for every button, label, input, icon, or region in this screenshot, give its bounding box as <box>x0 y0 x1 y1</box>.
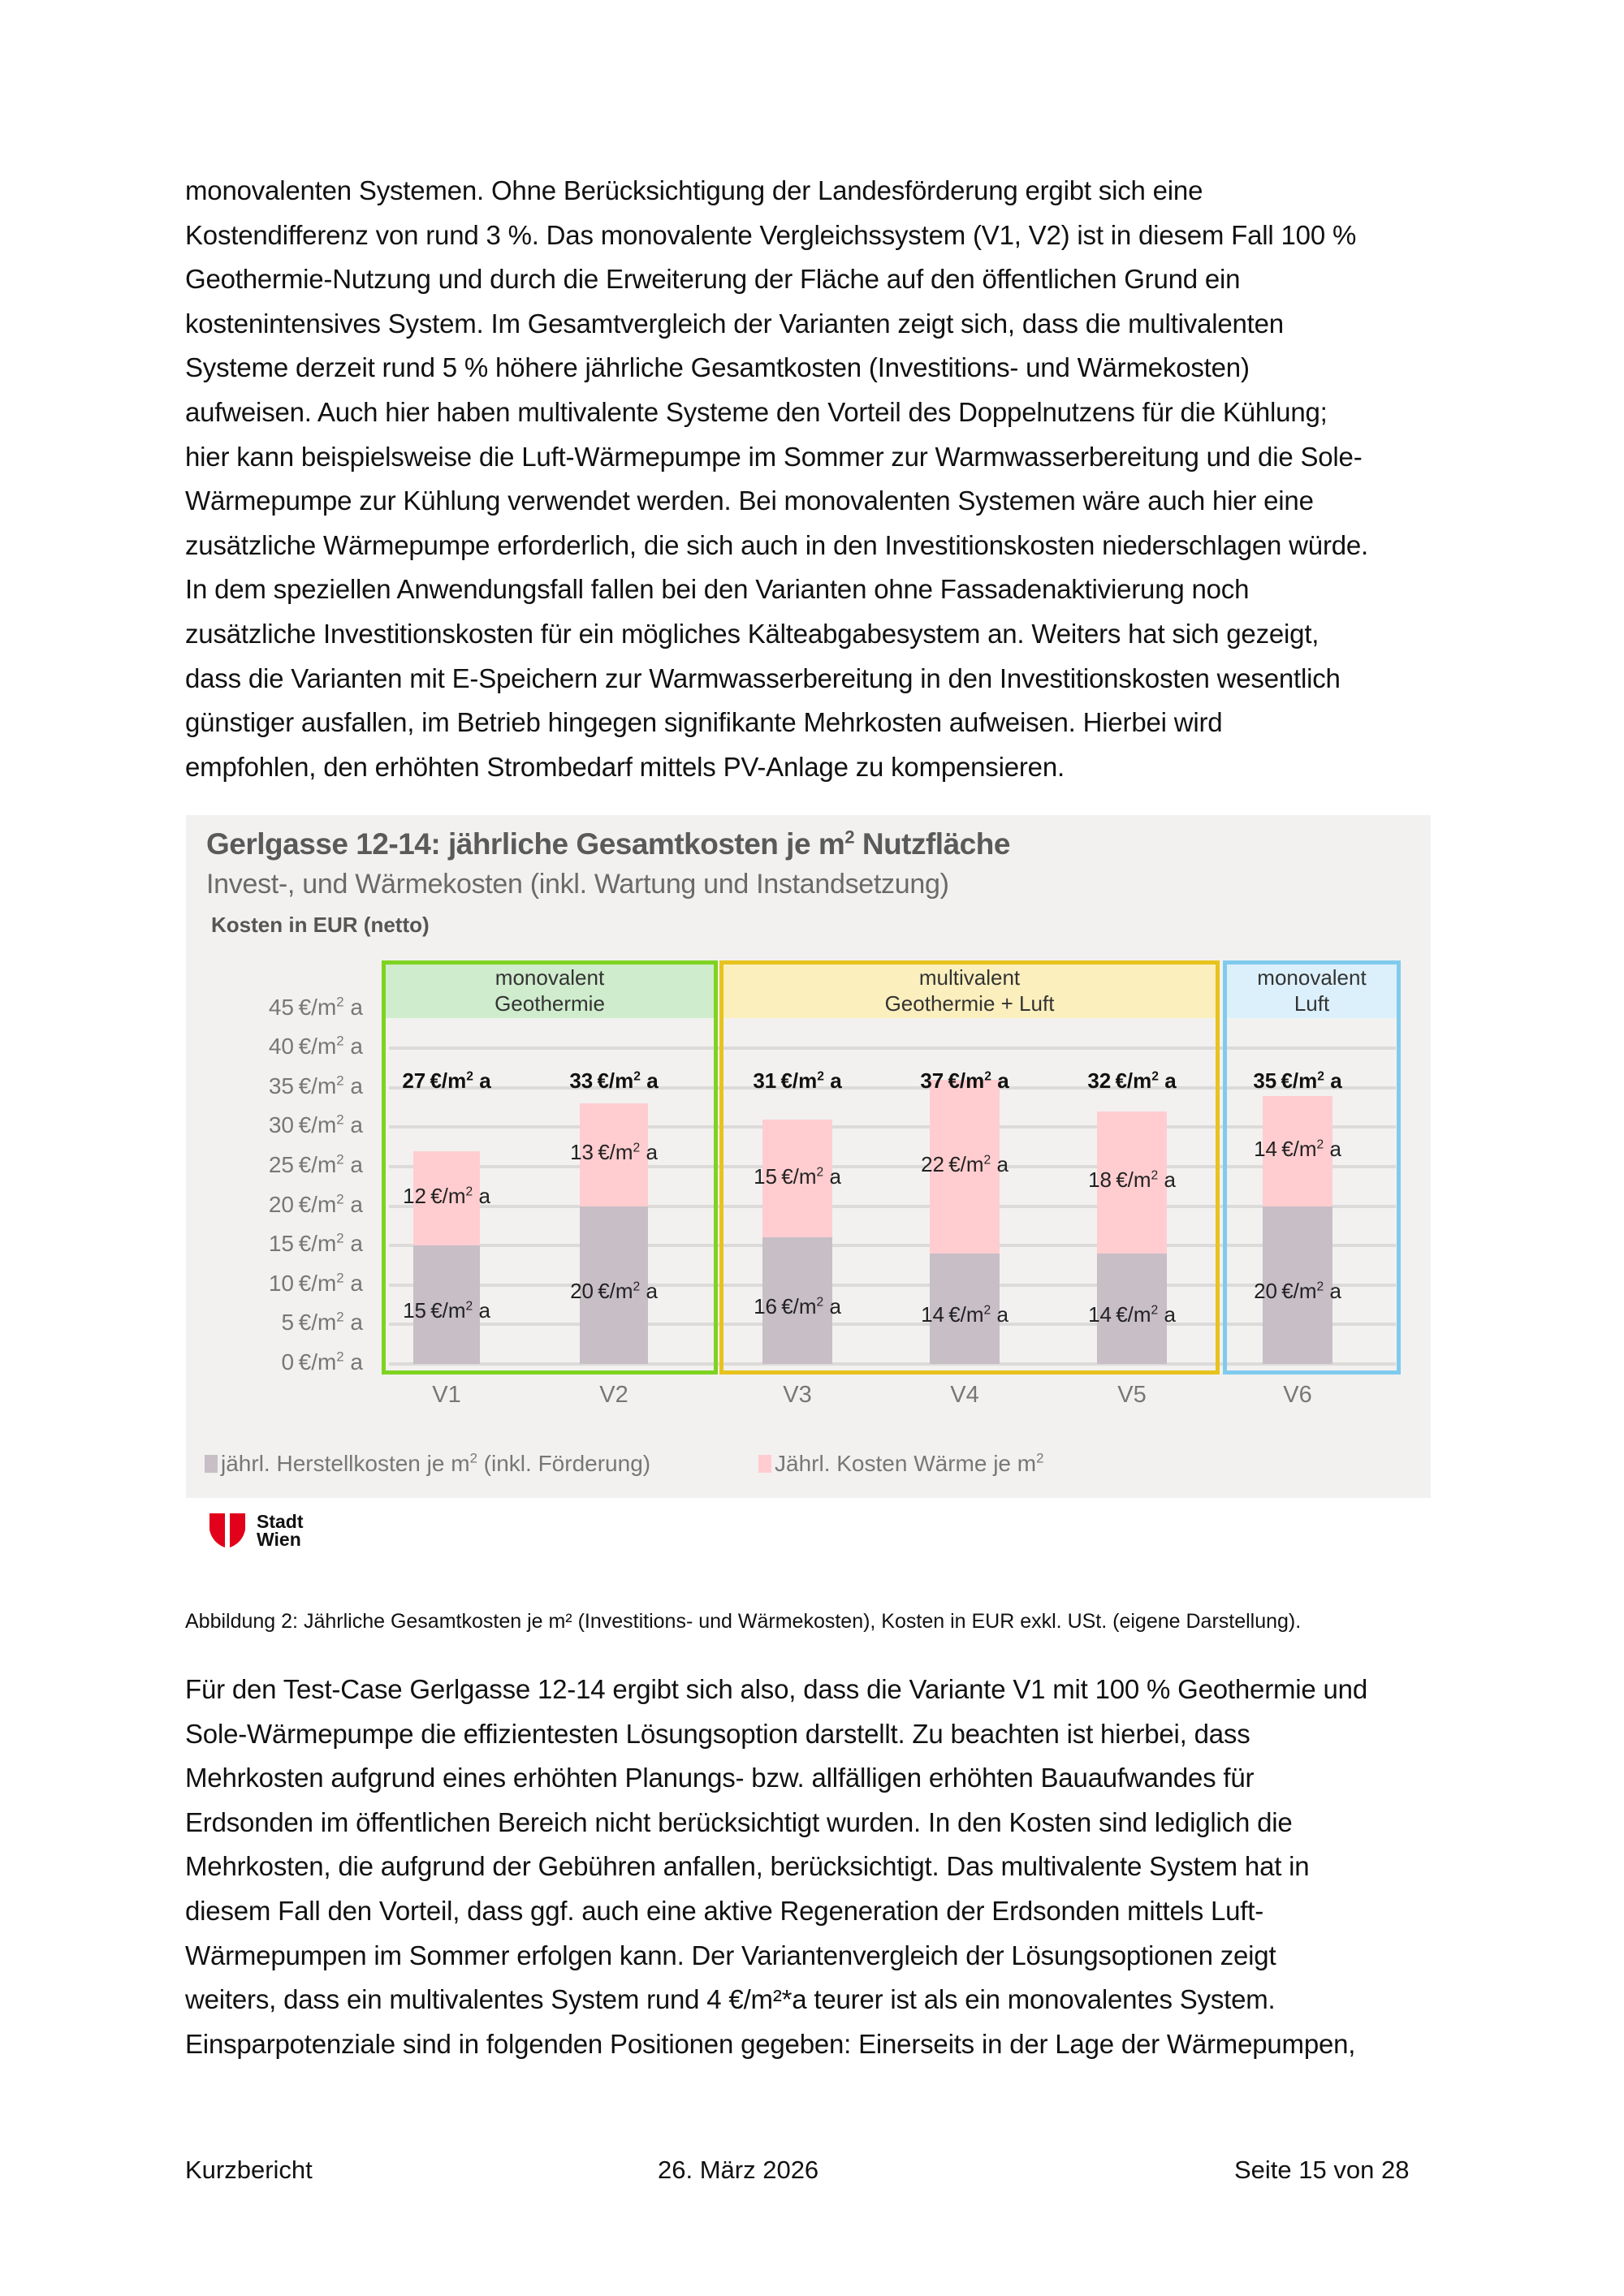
group-label-line-1: monovalent <box>495 965 605 990</box>
legend-swatch-pink <box>758 1455 771 1473</box>
figure-caption: Abbildung 2: Jährliche Gesamtkosten je m² (Investitions- und Wärmekosten), Kosten in EUR exkl. USt. (eigene Darstellung). <box>185 1610 1302 1633</box>
total-label: 35 $€/m^2$ a <box>1253 1068 1342 1093</box>
y-tick-label: 30 $€/m^2$ a <box>268 1112 363 1138</box>
text-line: Erdsonden im öffentlichen Bereich nicht berücksichtigt wurden. In den Kosten sind lediglich die <box>185 1806 1293 1837</box>
value-label-herstellkosten: 20 $€/m^2$ a <box>570 1278 658 1303</box>
y-tick-label: 25 $€/m^2$ a <box>268 1151 363 1177</box>
group-label-line-2: Geothermie <box>495 991 605 1016</box>
chart-title-text: Gerlgasse 12-14: jährliche Gesamtkosten je m <box>206 827 845 861</box>
text-line: Einsparpotenziale sind in folgenden Positionen gegeben: Einerseits in der Lage der Wärmepumpen, <box>185 2028 1356 2059</box>
text-line: Mehrkosten aufgrund eines erhöhten Planungs- bzw. allfälligen erhöhten Bauaufwandes für <box>185 1763 1255 1793</box>
x-tick-label: V3 <box>783 1382 812 1408</box>
text-line: Kostendifferenz von rund 3 %. Das monovalente Vergleichssystem (V1, V2) ist in diesem Fall 100 % <box>185 219 1357 250</box>
total-label: 33 $€/m^2$ a <box>569 1068 659 1093</box>
value-label-herstellkosten: 16 $€/m^2$ a <box>754 1294 841 1319</box>
value-label-herstellkosten: 14 $€/m^2$ a <box>921 1301 1009 1327</box>
value-label-waerme: 22 $€/m^2$ a <box>921 1152 1009 1176</box>
text-line: Systeme derzeit rund 5 % höhere jährliche Gesamtkosten (Investitions- und Wärmekosten) <box>185 352 1250 383</box>
chart-title-text-end: Nutzfläche <box>854 827 1010 861</box>
x-tick-label: V1 <box>432 1382 461 1408</box>
value-label-waerme: 18 $€/m^2$ a <box>1088 1167 1176 1193</box>
text-line: weiters, dass ein multivalentes System rund 4 €/m²*a teurer ist als ein monovalentes System. <box>185 1984 1276 2015</box>
text-line: hier kann beispielsweise die Luft-Wärmepumpe im Sommer zur Warmwasserbereitung und die Sole- <box>185 441 1363 472</box>
value-label-herstellkosten: 14 $€/m^2$ a <box>1088 1301 1176 1327</box>
legend-text <box>221 1451 650 1477</box>
text-line: In dem speziellen Anwendungsfall fallen bei den Varianten ohne Fassadenaktivierung noch <box>185 574 1250 605</box>
total-label: 27 $€/m^2$ a <box>402 1068 491 1093</box>
text-line: diesem Fall den Vorteil, dass ggf. auch eine aktive Regeneration der Erdsonden mittels Luft- <box>185 1895 1264 1926</box>
logo-text <box>257 1513 304 1548</box>
y-tick-label: 0 $€/m^2$ a <box>281 1349 363 1375</box>
group-label-line-1: monovalent <box>1257 965 1367 990</box>
group-header <box>723 965 1216 1018</box>
cost-chart <box>186 815 1431 1498</box>
text-line: zusätzliche Investitionskosten für ein mögliches Kälteabgabesystem an. Weiters hat sich gezeigt, <box>185 618 1320 649</box>
group-label-line-2: Geothermie + Luft <box>884 991 1055 1016</box>
group-header <box>386 965 714 1018</box>
y-tick-label: 10 $€/m^2$ a <box>268 1270 363 1296</box>
total-label: 31 $€/m^2$ a <box>753 1068 842 1093</box>
group-label-line-1: multivalent <box>918 965 1021 990</box>
group-label-line-2: Luft <box>1294 991 1330 1016</box>
legend-text <box>775 1451 1043 1477</box>
legend-label-end: (inkl. Förderung) <box>477 1451 651 1476</box>
legend-label: Jährl. Kosten Wärme je m <box>775 1451 1037 1476</box>
text-line: aufweisen. Auch hier haben multivalente Systeme den Vorteil des Doppelnutzens für die Kühlung; <box>185 396 1328 427</box>
chart-subtitle: Invest-, und Wärmekosten (inkl. Wartung und Instandsetzung) <box>206 869 949 900</box>
legend-swatch-grey <box>205 1455 218 1473</box>
legend-label: jährl. Herstellkosten je m <box>221 1451 470 1476</box>
total-label: 32 $€/m^2$ a <box>1087 1068 1177 1093</box>
footer-left: Kurzbericht <box>185 2156 313 2184</box>
chart-y-label: Kosten in EUR (netto) <box>211 913 430 937</box>
value-label-herstellkosten: 20 $€/m^2$ a <box>1254 1278 1341 1303</box>
x-tick-label: V6 <box>1283 1382 1312 1408</box>
footer-page-number: Seite 15 von 28 <box>1234 2156 1410 2184</box>
value-label-herstellkosten: 15 $€/m^2$ a <box>403 1298 490 1323</box>
text-line: empfohlen, den erhöhten Strombedarf mittels PV-Anlage zu kompensieren. <box>185 751 1065 782</box>
x-tick-label: V4 <box>950 1382 979 1408</box>
body-paragraph-2 <box>185 1668 1452 2066</box>
value-label-waerme: 13 $€/m^2$ a <box>570 1140 658 1165</box>
text-line: monovalenten Systemen. Ohne Berücksichtigung der Landesförderung ergibt sich eine <box>185 175 1203 205</box>
logo-line-2: Wien <box>257 1529 301 1550</box>
logo-line-1: Stadt <box>257 1511 304 1532</box>
legend-sup: 2 <box>1036 1450 1044 1466</box>
text-line: dass die Varianten mit E-Speichern zur Warmwasserbereitung in den Investitionskosten wesentlich <box>185 662 1341 693</box>
text-line: Wärmepumpen im Sommer erfolgen kann. Der Variantenvergleich der Lösungsoptionen zeigt <box>185 1940 1276 1970</box>
footer-date: 26. März 2026 <box>658 2156 819 2184</box>
text-line: Sole-Wärmepumpe die effizientesten Lösungsoption darstellt. Zu beachten ist hierbei, dass <box>185 1718 1250 1749</box>
body-paragraph-1 <box>185 169 1452 789</box>
y-tick-label: 15 $€/m^2$ a <box>268 1230 363 1257</box>
y-tick-label: 40 $€/m^2$ a <box>268 1033 363 1060</box>
y-tick-label: 35 $€/m^2$ a <box>268 1072 363 1098</box>
stadt-wien-logo <box>209 1513 304 1548</box>
group-header <box>1227 965 1397 1018</box>
text-line: Wärmepumpe zur Kühlung verwendet werden. Bei monovalenten Systemen wäre auch hier eine <box>185 486 1314 516</box>
vienna-shield-icon <box>209 1513 245 1547</box>
text-line: Für den Test-Case Gerlgasse 12-14 ergibt sich also, dass die Variante V1 mit 100 % Geothermie und <box>185 1674 1367 1704</box>
chart-title <box>206 827 1010 861</box>
legend-sup: 2 <box>469 1450 477 1466</box>
y-tick-label: 5 $€/m^2$ a <box>281 1310 363 1336</box>
legend-item-waerme <box>758 1451 1043 1477</box>
x-tick-label: V5 <box>1117 1382 1147 1408</box>
total-label: 37 $€/m^2$ a <box>920 1068 1009 1093</box>
text-line: kostenintensives System. Im Gesamtvergleich der Varianten zeigt sich, dass die multivalenten <box>185 308 1284 339</box>
legend-item-herstellkosten <box>205 1451 650 1477</box>
x-tick-label: V2 <box>599 1382 628 1408</box>
text-line: zusätzliche Wärmepumpe erforderlich, die sich auch in den Investitionskosten niederschlagen würde. <box>185 529 1369 560</box>
y-tick-label: 20 $€/m^2$ a <box>268 1191 363 1217</box>
text-line: günstiger ausfallen, im Betrieb hingegen signifikante Mehrkosten aufweisen. Hierbei wird <box>185 707 1223 738</box>
value-label-waerme: 12 $€/m^2$ a <box>403 1183 490 1208</box>
value-label-waerme: 15 $€/m^2$ a <box>754 1163 841 1189</box>
chart-title-sup: 2 <box>844 826 855 848</box>
y-tick-label: 45 $€/m^2$ a <box>268 994 363 1020</box>
text-line: Mehrkosten, die aufgrund der Gebühren anfallen, berücksichtigt. Das multivalente System hat in <box>185 1851 1310 1882</box>
value-label-waerme: 14 $€/m^2$ a <box>1254 1136 1341 1161</box>
text-line: Geothermie-Nutzung und durch die Erweiterung der Fläche auf den öffentlichen Grund ein <box>185 264 1241 295</box>
